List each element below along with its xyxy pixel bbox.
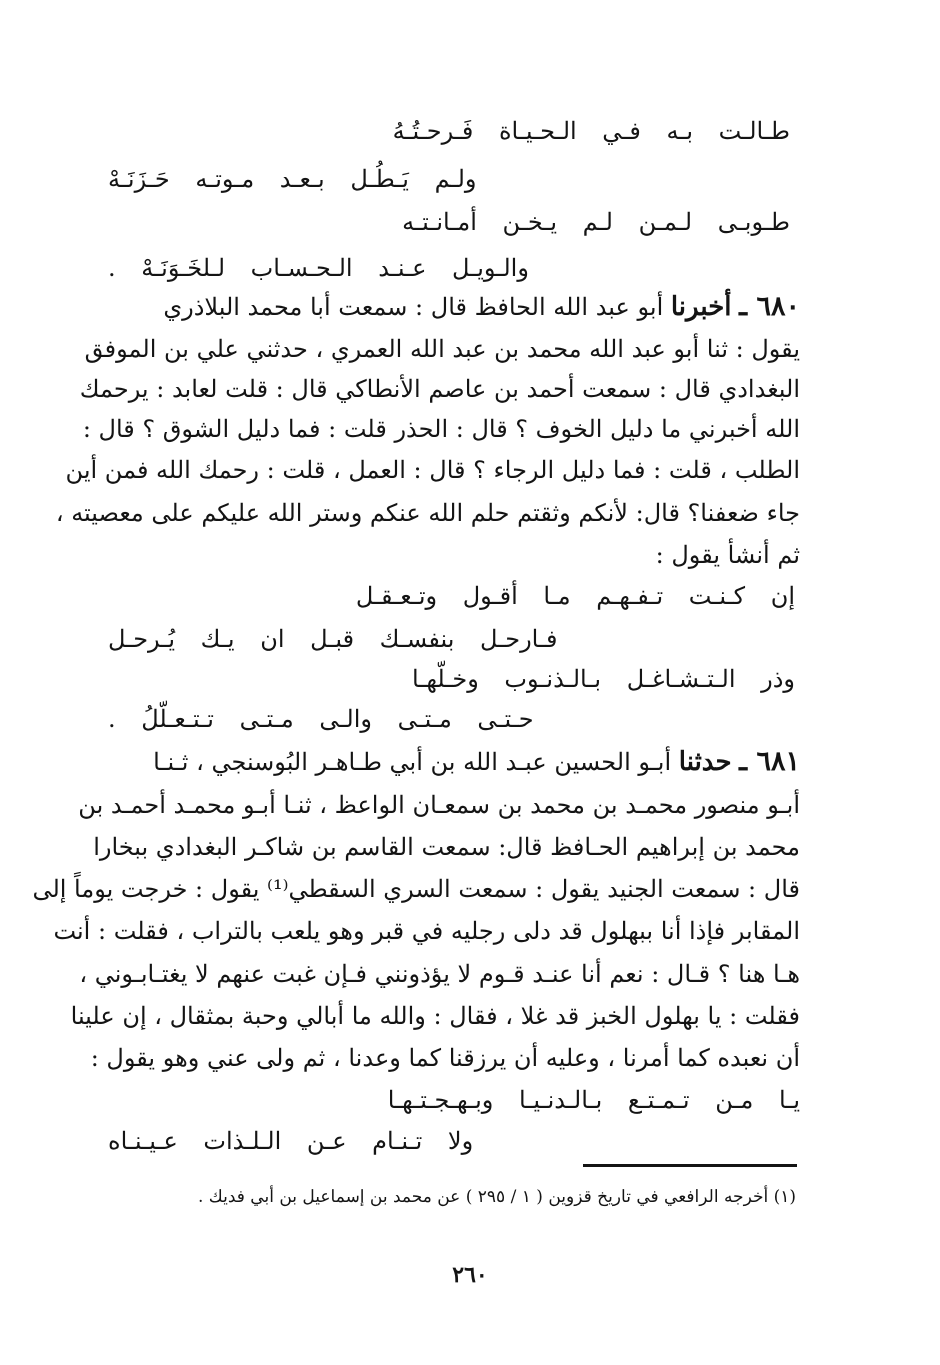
footnote: (١) أخرجه الرافعي في تاريخ قزوين ( ١ / ٢٩٥ ) عن محمد بن إسماعيل بن أبي فديك .: [197, 1187, 796, 1207]
prose-line: فقلت : يا بهلول الخبز قد غلا ، فقال : والله ما أبالي وحبة بمثقال ، إن علينا: [70, 1002, 800, 1030]
prose-line: الله أخبرني ما دليل الخوف ؟ قال : الحذر قلت : فما دليل الشوق ؟ قال :: [82, 415, 800, 443]
poem-verse: ولا تـنـام عـن الـلـذات عـيـنـاه: [108, 1127, 474, 1155]
poem-verse: طـوبـى لـمـن لـم يـخـن أمـانـتـه: [402, 208, 790, 236]
poem-verse: حـتـى مـتـى والـى مـتـى تـتـعـلّلُ .: [108, 705, 534, 733]
poem-verse: وذر الـتـشـاغـل بـالـذنـوب وخـلّهـا: [411, 665, 795, 693]
entry-680-heading: [106, 288, 800, 326]
entry-681-heading: [106, 743, 800, 781]
poem-verse: إن كـنـت تـفـهـم مـا أقـول وتـعـقـل: [355, 582, 795, 610]
prose-line: ثم أنشأ يقول :: [655, 541, 800, 569]
entry-number: ٦٨٠ ـ: [739, 291, 800, 322]
prose-line: الطلب ، قلت : فما دليل الرجاء ؟ قال : العمل ، قلت : رحمك الله فمن أين: [65, 456, 800, 484]
poem-verse: ولـم يَـطُـل بـعـد مـوتـه حَـزَنَـهْ: [108, 165, 477, 193]
entry-lead-word: حدثنا: [678, 747, 732, 777]
prose-line: محمد بن إبراهيم الحـافظ قال: سمعت القاسم بن شاكـر البغدادي ببخارا: [93, 833, 800, 861]
poem-verse: فـارحـل بنفسـك قبـل ان يـك يُـرحـل: [108, 625, 558, 653]
prose-line: البغدادي قال : سمعت أحمد بن عاصم الأنطاكي قال : قلت لعابد : يرحمك: [79, 375, 800, 403]
prose-line: المقابر فإذا أنا ببهلول قد دلى رجليه في قبر وهو يلعب بالتراب ، فقلت : أنت: [53, 917, 800, 945]
prose-line: أن نعبده كما أمرنا ، وعليه أن يرزقنا كما وعدنا ، ثم ولى عني وهو يقول :: [90, 1044, 800, 1072]
entry-lead-word: أخبرنا: [670, 292, 732, 322]
poem-verse: والـويـل عـنـد الـحـسـاب لـلخَـوَنَـهْ .: [108, 254, 529, 282]
poem-verse: طـالـت بـه فـي الـحـيـاة فَـرحـتُـهُ: [392, 117, 790, 145]
footnote-divider: [583, 1164, 797, 1167]
prose-line: جاء ضعفنا؟ قال: لأنكم وثقتم حلم الله عنكم وستر الله عليكم على معصيته ،: [55, 499, 800, 527]
prose-line: قال : سمعت الجنيد يقول : سمعت السري السقطي⁽¹⁾ يقول : خرجت يوماً إلى: [32, 875, 800, 903]
entry-number: ٦٨١ ـ: [739, 746, 800, 777]
prose-line: هـا هنا ؟ قـال : نعم أنا عنـد قـوم لا يؤذونني فـإن غبت عنهم لا يغتـابـوني ،: [79, 960, 800, 988]
prose-line: يقول : ثنا أبو عبد الله محمد بن عبد الله العمري ، حدثني علي بن الموفق: [84, 335, 800, 363]
page-number: ٢٦٠: [452, 1262, 488, 1288]
prose-line: أبـو منصور محمـد بن محمد بن سمعـان الواعظ ، ثنـا أبـو محمـد أحمـد بن: [78, 791, 800, 819]
entry-text: أبو عبد الله الحافظ قال : سمعت أبا محمد البلاذري: [163, 293, 664, 321]
poem-verse: يـا مـن تـمـتـع بـالـدنـيـا وبـهـجـتـهـا: [387, 1086, 800, 1114]
entry-text: أبـو الحسين عبـد الله بن أبي طـاهـر البُوسنجي ، ثـنـا: [153, 748, 672, 776]
